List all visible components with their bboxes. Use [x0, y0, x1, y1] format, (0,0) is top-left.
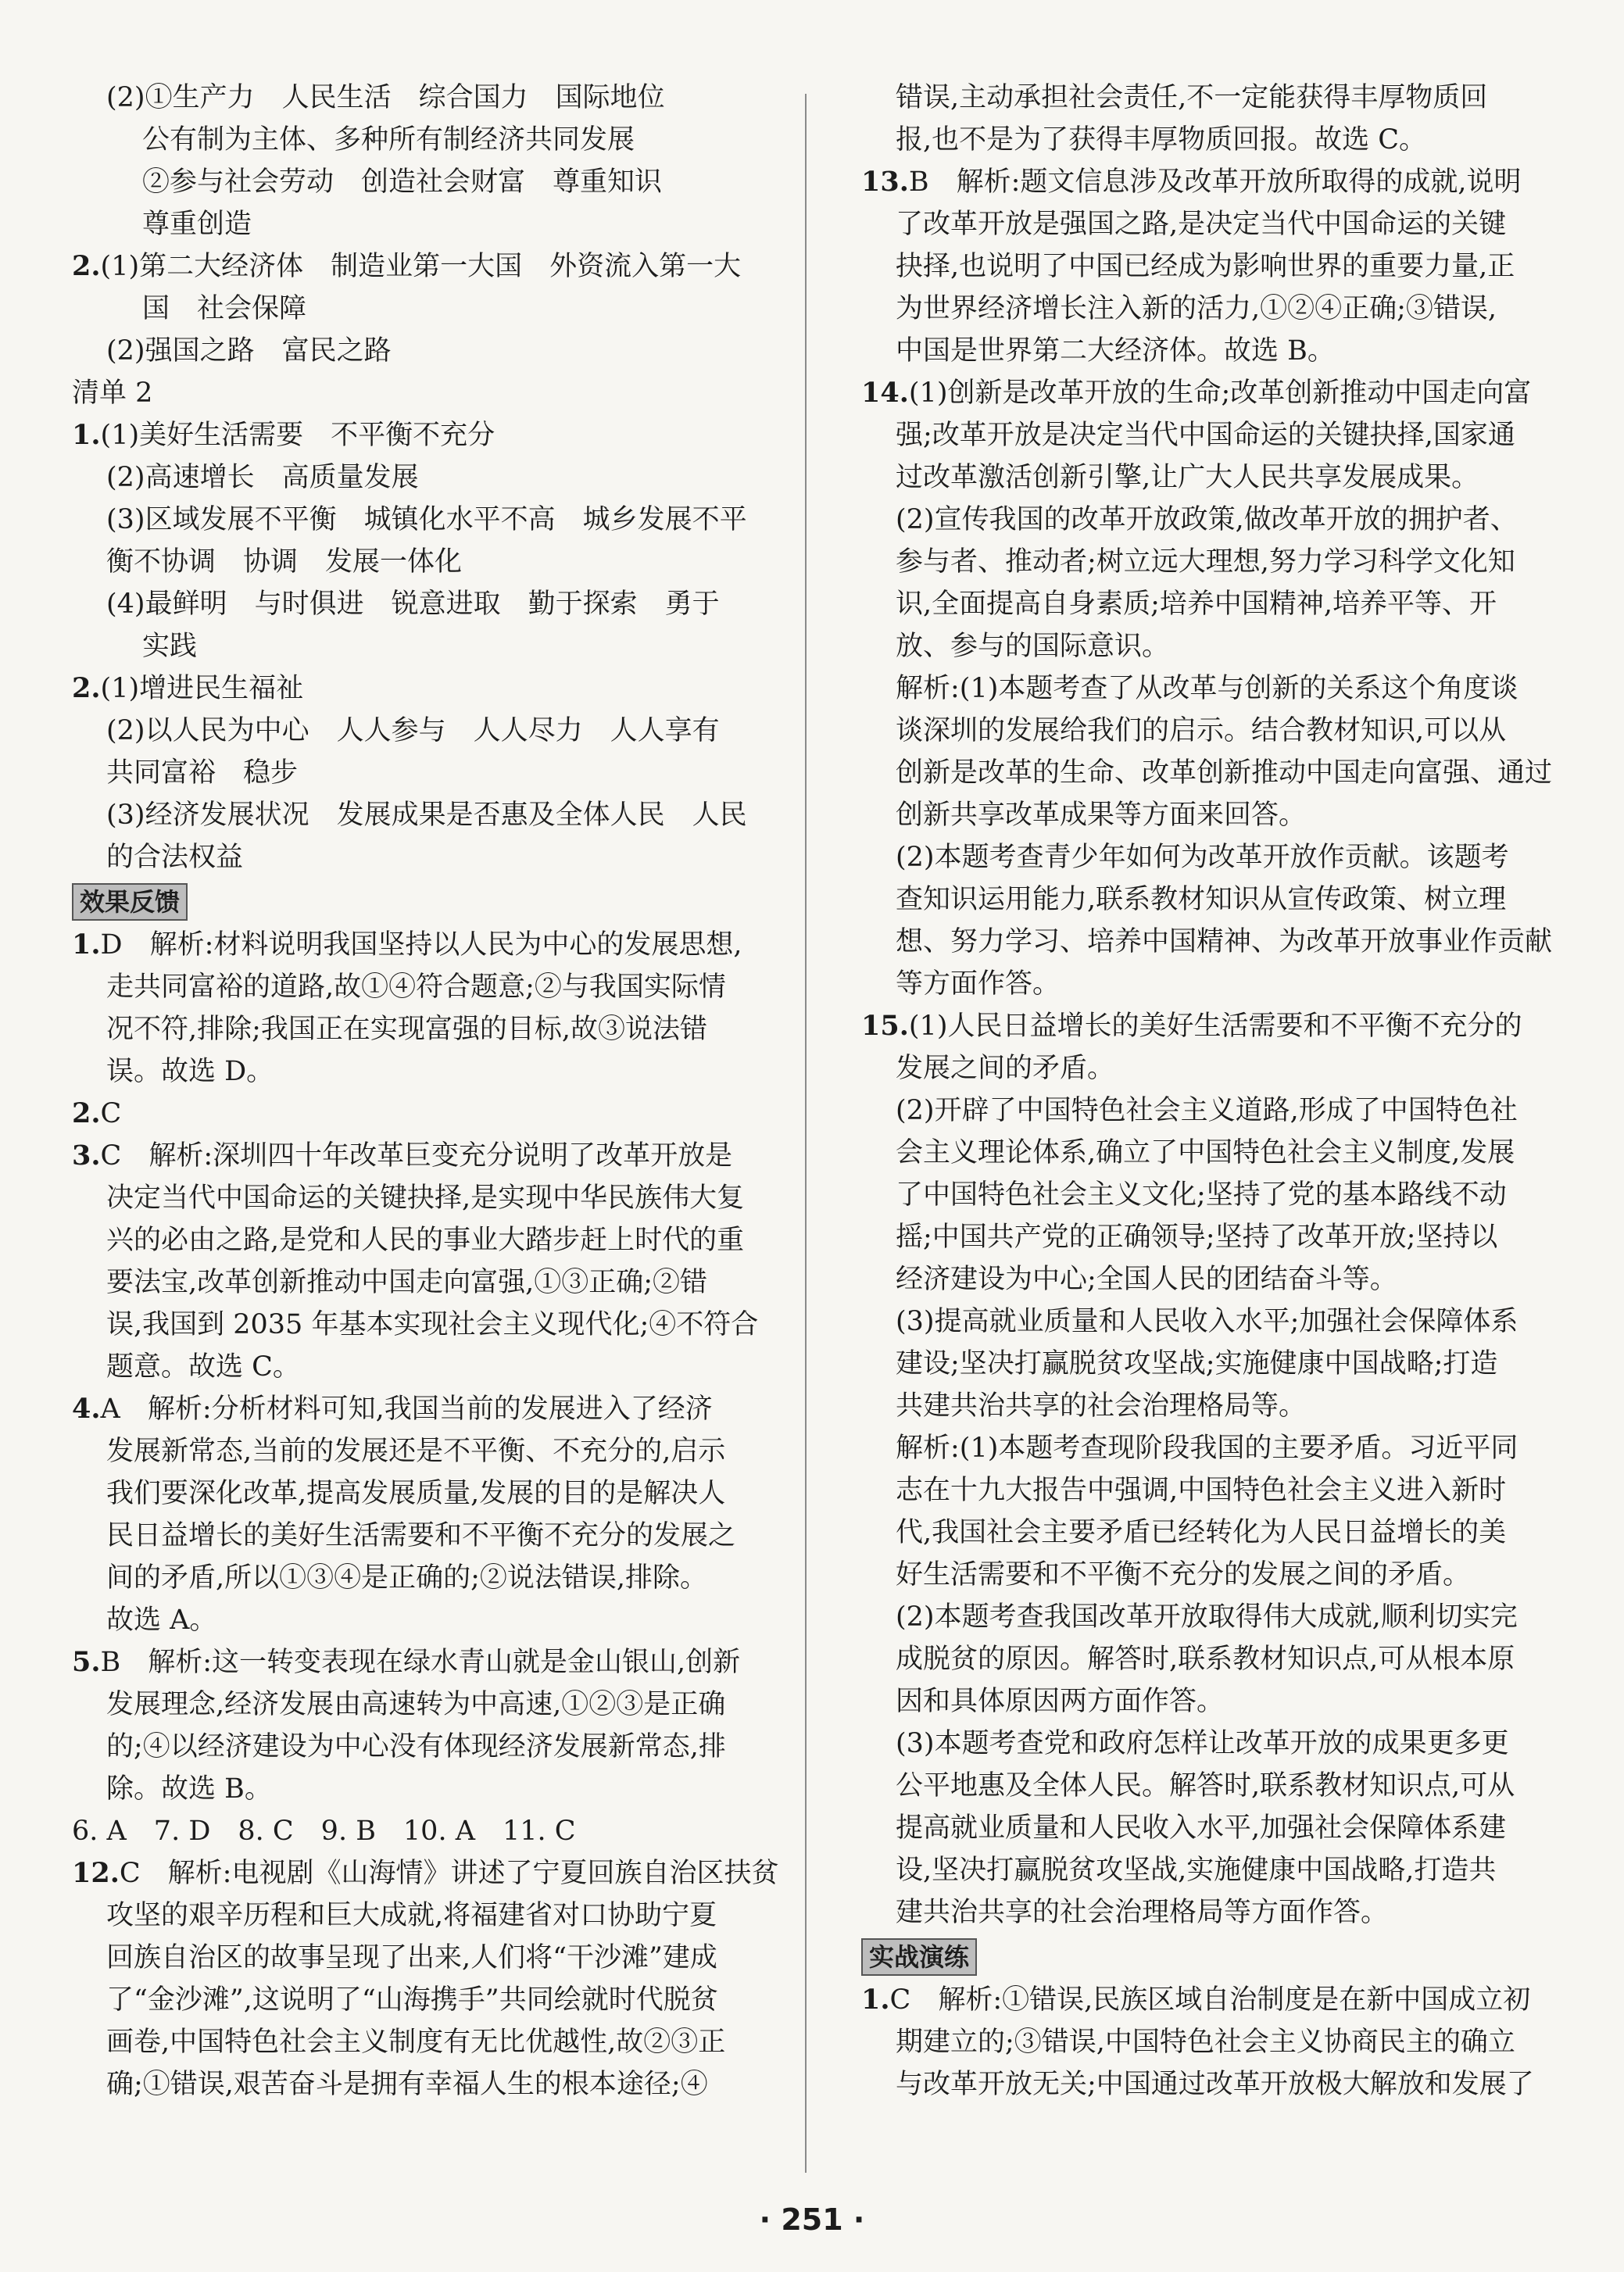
line-text: 尊重创造	[142, 209, 252, 240]
text-line	[72, 1472, 774, 1515]
text-line	[72, 2021, 774, 2063]
text-line	[72, 966, 774, 1008]
page-number: · 251 ·	[759, 2202, 865, 2237]
text-line	[72, 203, 774, 245]
text-line	[861, 583, 1549, 625]
line-text: 衡不协调 协调 发展一体化	[106, 546, 463, 578]
text-line	[861, 1554, 1549, 1596]
text-line	[861, 1047, 1549, 1089]
text-line	[72, 1852, 779, 1895]
text-line	[861, 1174, 1549, 1216]
text-line	[861, 625, 1549, 667]
line-text: 等方面作答。	[896, 968, 1061, 1000]
text-line	[861, 1723, 1549, 1765]
line-text: 解析:(1)本题考查了从改革与创新的关系这个角度谈	[896, 673, 1518, 704]
line-text: 走共同富裕的道路,故①④符合题意;②与我国实际情	[106, 971, 726, 1003]
line-text: 画卷,中国特色社会主义制度有无比优越性,故②③正	[106, 2027, 726, 2058]
text-line	[72, 1346, 774, 1388]
line-text: 想、努力学习、培养中国精神、为改革开放事业作贡献	[896, 926, 1553, 957]
line-text: 确;①错误,艰苦奋斗是拥有幸福人生的根本途径;④	[106, 2069, 708, 2100]
text-line	[72, 752, 774, 794]
text-line	[861, 1385, 1549, 1427]
text-line	[861, 752, 1553, 794]
line-text: 发展理念,经济发展由高速转为中高速,①②③是正确	[106, 1689, 726, 1720]
line-text: 志在十九大报告中强调,中国特色社会主义进入新时	[896, 1475, 1507, 1506]
item-number: 14.	[861, 377, 909, 409]
text-line	[861, 1469, 1549, 1512]
text-line	[72, 1641, 774, 1683]
text-line	[861, 1807, 1549, 1849]
line-text: 成脱贫的原因。解答时,联系教材知识点,可从根本原	[896, 1644, 1515, 1675]
text-line	[72, 1599, 774, 1641]
line-text: 报,也不是为了获得丰厚物质回报。故选 C。	[896, 124, 1427, 156]
text-line	[72, 794, 774, 836]
line-text: 了“金沙滩”,这说明了“山海携手”共同绘就时代脱贫	[106, 1984, 718, 2016]
line-text: 会主义理论体系,确立了中国特色社会主义制度,发展	[896, 1137, 1515, 1168]
text-line	[72, 1726, 774, 1768]
line-text: (1)美好生活需要 不平衡不充分	[100, 420, 495, 451]
text-line	[861, 1765, 1549, 1807]
line-text: 发展新常态,当前的发展还是不平衡、不充分的,启示	[106, 1436, 726, 1467]
text-line	[72, 1304, 774, 1346]
text-line	[72, 541, 774, 583]
text-line	[861, 372, 1549, 414]
line-text: 摇;中国共产党的正确领导;坚持了改革开放;坚持以	[896, 1222, 1498, 1253]
line-text: ②参与社会劳动 创造社会财富 尊重知识	[142, 166, 663, 198]
text-line	[72, 1135, 774, 1177]
text-line	[72, 583, 774, 625]
text-line	[72, 1895, 774, 1937]
text-line	[861, 77, 1549, 119]
line-text: 间的矛盾,所以①③④是正确的;②说法错误,排除。	[106, 1562, 708, 1594]
text-line	[861, 878, 1549, 921]
line-text: B 解析:这一转变表现在绿水青山就是金山银山,创新	[100, 1647, 741, 1678]
line-text: (3)经济发展状况 发展成果是否惠及全体人民 人民	[106, 800, 747, 831]
text-line	[72, 1008, 774, 1050]
text-line	[861, 1005, 1549, 1047]
item-number: 12.	[72, 1857, 120, 1889]
text-line	[861, 2021, 1549, 2063]
text-line	[861, 1891, 1549, 1934]
line-text: C	[100, 1098, 122, 1129]
line-text: 民日益增长的美好生活需要和不平衡不充分的发展之	[106, 1520, 736, 1551]
line-text: 实践	[142, 631, 198, 662]
line-text: (2)①生产力 人民生活 综合国力 国际地位	[106, 82, 665, 113]
item-number: 1.	[861, 1984, 890, 2016]
line-text: 提高就业质量和人民收入水平,加强社会保障体系建	[896, 1812, 1507, 1844]
text-line	[861, 1849, 1549, 1891]
line-text: (2)开辟了中国特色社会主义道路,形成了中国特色社	[896, 1095, 1518, 1126]
item-number: 13.	[861, 166, 909, 198]
line-text: C 解析:①错误,民族区域自治制度是在新中国成立初	[889, 1984, 1531, 2016]
text-line	[72, 1050, 774, 1093]
line-text: 与改革开放无关;中国通过改革开放极大解放和发展了	[896, 2069, 1534, 2100]
text-line	[72, 1937, 774, 1979]
item-number: 2.	[72, 250, 101, 282]
line-text: 经济建设为中心;全国人民的团结奋斗等。	[896, 1264, 1397, 1295]
section-badge: 实战演练	[861, 1938, 977, 1976]
text-line	[861, 541, 1549, 583]
item-number: 2.	[72, 1097, 101, 1129]
line-text: 的;④以经济建设为中心没有体现经济发展新常态,排	[106, 1731, 726, 1762]
text-line	[861, 119, 1549, 161]
line-text: 错误,主动承担社会责任,不一定能获得丰厚物质回	[896, 82, 1488, 113]
text-line	[861, 667, 1549, 710]
text-line	[72, 710, 774, 752]
text-line	[861, 2063, 1549, 2106]
text-line	[861, 794, 1549, 836]
text-line	[861, 203, 1549, 245]
line-text: D 解析:材料说明我国坚持以人民为中心的发展思想,	[100, 929, 742, 961]
line-text: 故选 A。	[106, 1605, 217, 1636]
line-text: 回族自治区的故事呈现了出来,人们将“干沙滩”建成	[106, 1942, 717, 1973]
line-text: 清单 2	[72, 377, 153, 409]
item-number: 15.	[861, 1010, 909, 1042]
line-text: 谈深圳的发展给我们的启示。结合教材知识,可以从	[896, 715, 1507, 746]
line-text: C 解析:深圳四十年改革巨变充分说明了改革开放是	[100, 1140, 733, 1172]
text-line	[72, 77, 774, 119]
text-line	[72, 1430, 774, 1472]
line-text: C 解析:电视剧《山海情》讲述了宁夏回族自治区扶贫	[119, 1858, 779, 1889]
line-text: 我们要深化改革,提高发展质量,发展的目的是解决人	[106, 1478, 726, 1509]
text-line	[72, 119, 774, 161]
text-line	[861, 288, 1549, 330]
line-text: (3)提高就业质量和人民收入水平;加强社会保障体系	[896, 1306, 1518, 1337]
line-text: 除。故选 B。	[106, 1773, 272, 1805]
text-line	[861, 1979, 1549, 2021]
line-text: 共同富裕 稳步	[106, 757, 299, 789]
text-line	[861, 1596, 1549, 1638]
line-text: 中国是世界第二大经济体。故选 B。	[896, 335, 1335, 367]
text-line	[861, 1427, 1549, 1469]
text-line	[861, 330, 1549, 372]
text-line	[861, 1089, 1549, 1132]
line-text: 参与者、推动者;树立远大理想,努力学习科学文化知	[896, 546, 1515, 578]
line-text: 了改革开放是强国之路,是决定当代中国命运的关键	[896, 209, 1507, 240]
text-line	[72, 456, 774, 499]
section-badge: 效果反馈	[72, 883, 188, 921]
text-line	[72, 161, 774, 203]
line-text: 的合法权益	[106, 842, 244, 873]
line-text: 解析:(1)本题考查现阶段我国的主要矛盾。习近平同	[896, 1433, 1518, 1464]
text-line	[861, 1638, 1549, 1680]
item-number: 2.	[72, 672, 101, 704]
left-column	[72, 77, 779, 2106]
item-number: 1.	[72, 928, 101, 961]
text-line	[72, 245, 774, 288]
text-line	[861, 414, 1549, 456]
line-text: 要法宝,改革创新推动中国走向富强,①③正确;②错	[106, 1267, 708, 1298]
text-line	[861, 1343, 1549, 1385]
text-line	[72, 330, 774, 372]
text-line	[72, 625, 774, 667]
line-text: (3)本题考查党和政府怎样让改革开放的成果更多更	[896, 1728, 1509, 1759]
text-line	[861, 499, 1549, 541]
text-line	[861, 921, 1553, 963]
line-text: B 解析:题文信息涉及改革开放所取得的成就,说明	[908, 166, 1522, 198]
text-line	[72, 1810, 774, 1852]
line-text: 抉择,也说明了中国已经成为影响世界的重要力量,正	[896, 251, 1515, 282]
line-text: (2)宣传我国的改革开放政策,做改革开放的拥护者、	[896, 504, 1518, 535]
line-text: (3)区域发展不平衡 城镇化水平不高 城乡发展不平	[106, 504, 747, 535]
line-text: 题意。故选 C。	[106, 1351, 300, 1383]
line-text: (2)本题考查青少年如何为改革开放作贡献。该题考	[896, 842, 1509, 873]
section-heading	[861, 1934, 1549, 1979]
line-text: 建共治共享的社会治理格局等方面作答。	[896, 1897, 1389, 1928]
text-line	[861, 963, 1549, 1005]
line-text: 强;改革开放是决定当代中国命运的关键抉择,国家通	[896, 420, 1515, 451]
line-text: 过改革激活创新引擎,让广大人民共享发展成果。	[896, 462, 1479, 493]
line-text: 攻坚的艰辛历程和巨大成就,将福建省对口协助宁夏	[106, 1900, 717, 1931]
line-text: 放、参与的国际意识。	[896, 631, 1170, 662]
text-line	[72, 1177, 774, 1219]
item-number: 5.	[72, 1646, 101, 1678]
text-line	[72, 1557, 774, 1599]
line-text: (4)最鲜明 与时俱进 锐意进取 勤于探索 勇于	[106, 589, 720, 620]
line-text: 兴的必由之路,是党和人民的事业大踏步赶上时代的重	[106, 1225, 745, 1256]
line-text: 公有制为主体、多种所有制经济共同发展	[142, 124, 635, 156]
line-text: 国 社会保障	[142, 293, 307, 324]
right-column	[861, 77, 1553, 2106]
line-text: A 解析:分析材料可知,我国当前的发展进入了经济	[100, 1394, 713, 1425]
text-line	[861, 161, 1549, 203]
text-line	[72, 667, 774, 710]
text-line	[861, 836, 1549, 878]
line-text: 设,坚决打赢脱贫攻坚战,实施健康中国战略,打造共	[896, 1855, 1497, 1886]
line-text: 建设;坚决打赢脱贫攻坚战;实施健康中国战略;打造	[896, 1348, 1498, 1379]
line-text: (1)第二大经济体 制造业第一大国 外资流入第一大	[100, 251, 742, 282]
line-text: 况不符,排除;我国正在实现富强的目标,故③说法错	[106, 1014, 708, 1045]
line-text: (1)人民日益增长的美好生活需要和不平衡不充分的	[908, 1011, 1522, 1042]
text-line	[861, 456, 1549, 499]
text-line	[861, 1512, 1549, 1554]
item-number: 1.	[72, 419, 101, 451]
line-text: (2)本题考查我国改革开放取得伟大成就,顺利切实完	[896, 1601, 1518, 1633]
line-text: 创新共享改革成果等方面来回答。	[896, 800, 1307, 831]
text-line	[861, 1216, 1549, 1258]
text-line	[861, 1680, 1549, 1723]
line-text: 共建共治共享的社会治理格局等。	[896, 1390, 1307, 1422]
text-line	[72, 1388, 774, 1430]
text-line	[72, 1093, 774, 1135]
text-line	[861, 245, 1549, 288]
line-text: 因和具体原因两方面作答。	[896, 1686, 1225, 1717]
line-text: 好生活需要和不平衡不充分的发展之间的矛盾。	[896, 1559, 1471, 1590]
text-line	[72, 414, 774, 456]
line-text: 误。故选 D。	[106, 1056, 274, 1087]
line-text: (2)以人民为中心 人人参与 人人尽力 人人享有	[106, 715, 720, 746]
line-text: 查知识运用能力,联系教材知识从宣传政策、树立理	[896, 884, 1507, 915]
text-line	[72, 288, 774, 330]
text-line	[72, 1219, 774, 1261]
text-line	[72, 1979, 774, 2021]
text-line	[72, 499, 774, 541]
line-text: (2)强国之路 富民之路	[106, 335, 392, 367]
line-text: (2)高速增长 高质量发展	[106, 462, 419, 493]
section-heading	[72, 878, 774, 924]
line-text: 为世界经济增长注入新的活力,①②④正确;③错误,	[896, 293, 1497, 324]
column-divider	[805, 94, 807, 2173]
line-text: 发展之间的矛盾。	[896, 1053, 1115, 1084]
text-line	[72, 1768, 774, 1810]
item-number: 4.	[72, 1393, 101, 1425]
line-text: 误,我国到 2035 年基本实现社会主义现代化;④不符合	[106, 1309, 759, 1340]
line-text: 创新是改革的生命、改革创新推动中国走向富强、通过	[896, 757, 1553, 789]
line-text: 识,全面提高自身素质;培养中国精神,培养平等、开	[896, 589, 1497, 620]
text-line	[861, 1301, 1549, 1343]
line-text: 决定当代中国命运的关键抉择,是实现中华民族伟大复	[106, 1183, 745, 1214]
line-text: 公平地惠及全体人民。解答时,联系教材知识点,可从	[896, 1770, 1515, 1801]
line-text: (1)创新是改革开放的生命;改革创新推动中国走向富	[908, 377, 1532, 409]
text-line	[861, 710, 1549, 752]
text-line	[72, 372, 774, 414]
text-line	[72, 1683, 774, 1726]
line-text: 期建立的;③错误,中国特色社会主义协商民主的确立	[896, 2027, 1515, 2058]
line-text: 代,我国社会主要矛盾已经转化为人民日益增长的美	[896, 1517, 1507, 1548]
text-line	[72, 836, 774, 878]
text-line	[72, 924, 774, 966]
line-text: 6. A 7. D 8. C 9. B 10. A 11. C	[72, 1816, 576, 1847]
text-line	[72, 2063, 774, 2106]
text-line	[72, 1515, 774, 1557]
line-text: (1)增进民生福祉	[100, 673, 304, 704]
text-line	[861, 1132, 1549, 1174]
text-line	[72, 1261, 774, 1304]
line-text: 了中国特色社会主义文化;坚持了党的基本路线不动	[896, 1179, 1507, 1211]
text-line	[861, 1258, 1549, 1301]
item-number: 3.	[72, 1140, 101, 1172]
